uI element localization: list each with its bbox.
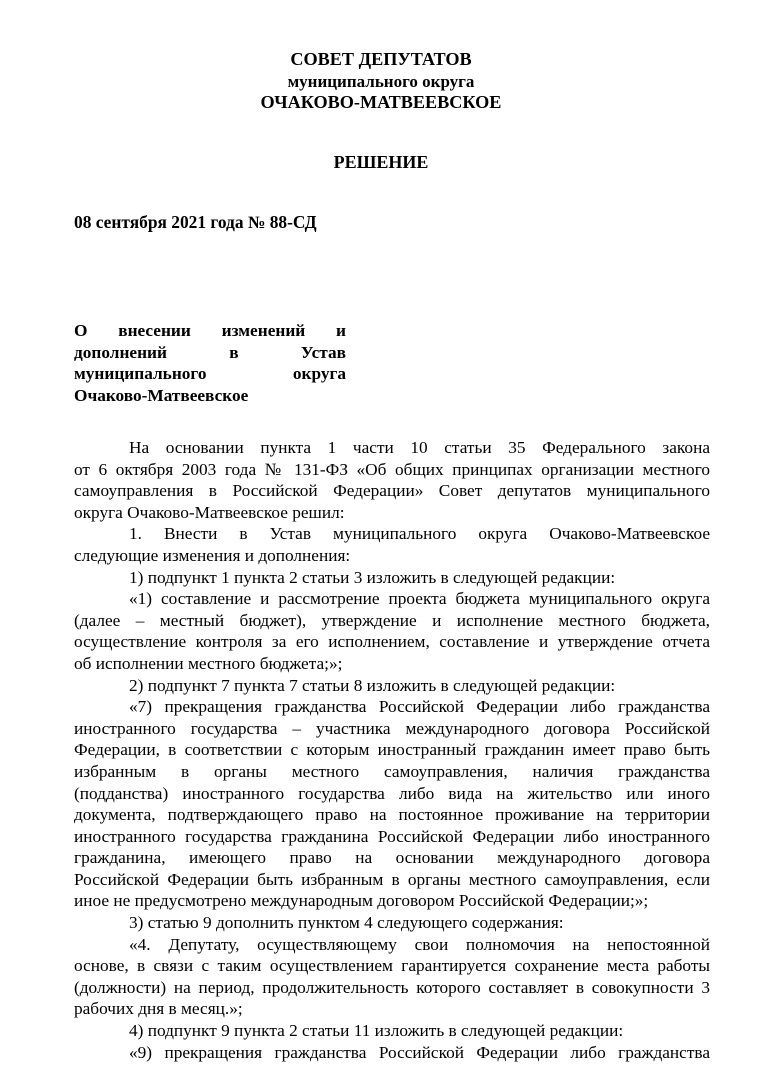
- body-line: «1) составление и рассмотрение проекта бюджета муниципального округа: [129, 589, 710, 609]
- body-line: гражданина, имеющего право на основании международного договора: [74, 848, 710, 868]
- body-line: 3) статью 9 дополнить пунктом 4 следующего содержания:: [129, 913, 564, 933]
- body-line: округа Очаково-Матвеевское решил:: [74, 502, 345, 522]
- body-line: иностранного государства гражданина Российской Федерации либо иностранного: [74, 826, 710, 846]
- body-line: (должности) на период, продолжительность которого составляет в совокупности 3: [74, 977, 710, 997]
- subject-line: муниципального округа: [74, 364, 346, 384]
- body-line: Федерации, в соответствии с которым иностранный гражданин имеет право быть: [74, 740, 710, 760]
- body-line: самоуправления в Российской Федерации» Совет депутатов муниципального: [74, 481, 710, 501]
- subject-line: Очаково-Матвеевское: [74, 385, 249, 405]
- document-body: [74, 437, 710, 1063]
- subject-line: дополнений в Устав: [74, 342, 346, 362]
- body-line: (далее – местный бюджет), утверждение и исполнение местного бюджета,: [74, 610, 710, 630]
- body-line: об исполнении местного бюджета;»;: [74, 653, 343, 673]
- body-line: «9) прекращения гражданства Российской Федерации либо гражданства: [129, 1042, 710, 1062]
- body-line: «4. Депутату, осуществляющему свои полномочия на непостоянной: [129, 934, 710, 954]
- body-line: Российской Федерации быть избранным в органы местного самоуправления, если: [74, 869, 710, 889]
- body-line: иностранного государства – участника международного договора Российской: [74, 718, 710, 738]
- subject-line: О внесении изменений и: [74, 321, 346, 340]
- body-line: 4) подпункт 9 пункта 2 статьи 11 изложить в следующей редакции:: [129, 1021, 624, 1041]
- body-line: 1. Внести в Устав муниципального округа Очаково-Матвеевское: [129, 524, 710, 544]
- body-line: избранным в органы местного самоуправления, наличия гражданства: [74, 761, 710, 781]
- decision-subject: [74, 320, 346, 406]
- body-line: рабочих дня в месяц.»;: [74, 999, 243, 1019]
- body-line: «7) прекращения гражданства Российской Федерации либо гражданства: [129, 697, 710, 717]
- body-line: 2) подпункт 7 пункта 7 статьи 8 изложить в следующей редакции:: [129, 675, 616, 695]
- document-header: [0, 49, 762, 114]
- body-line: иное не предусмотрено международным договором Российской Федерации;»;: [74, 891, 649, 911]
- body-line: документа, подтверждающего право на постоянное проживание на территории: [74, 805, 710, 825]
- council-title: СОВЕТ ДЕПУТАТОВ: [290, 49, 472, 69]
- body-line: осуществление контроля за его исполнением, составление и утверждение отчета: [74, 632, 710, 652]
- decision-title: РЕШЕНИЕ: [333, 152, 429, 172]
- decision-date-number: 08 сентября 2021 года № 88-СД: [74, 212, 317, 232]
- municipal-district-label: муниципального округа: [287, 71, 475, 91]
- body-line: основе, в связи с таким осуществлением гарантируется сохранение места работы: [74, 956, 710, 976]
- body-line: от 6 октября 2003 года № 131-ФЗ «Об общих принципах организации местного: [74, 459, 710, 479]
- body-line: (подданства) иностранного государства либо вида на жительство или иного: [74, 783, 710, 803]
- body-line: следующие изменения и дополнения:: [74, 545, 351, 565]
- body-line: На основании пункта 1 части 10 статьи 35 Федерального закона: [129, 438, 710, 457]
- district-name: ОЧАКОВО-МАТВЕЕВСКОЕ: [260, 92, 502, 113]
- body-line: 1) подпункт 1 пункта 2 статьи 3 изложить в следующей редакции:: [129, 567, 616, 587]
